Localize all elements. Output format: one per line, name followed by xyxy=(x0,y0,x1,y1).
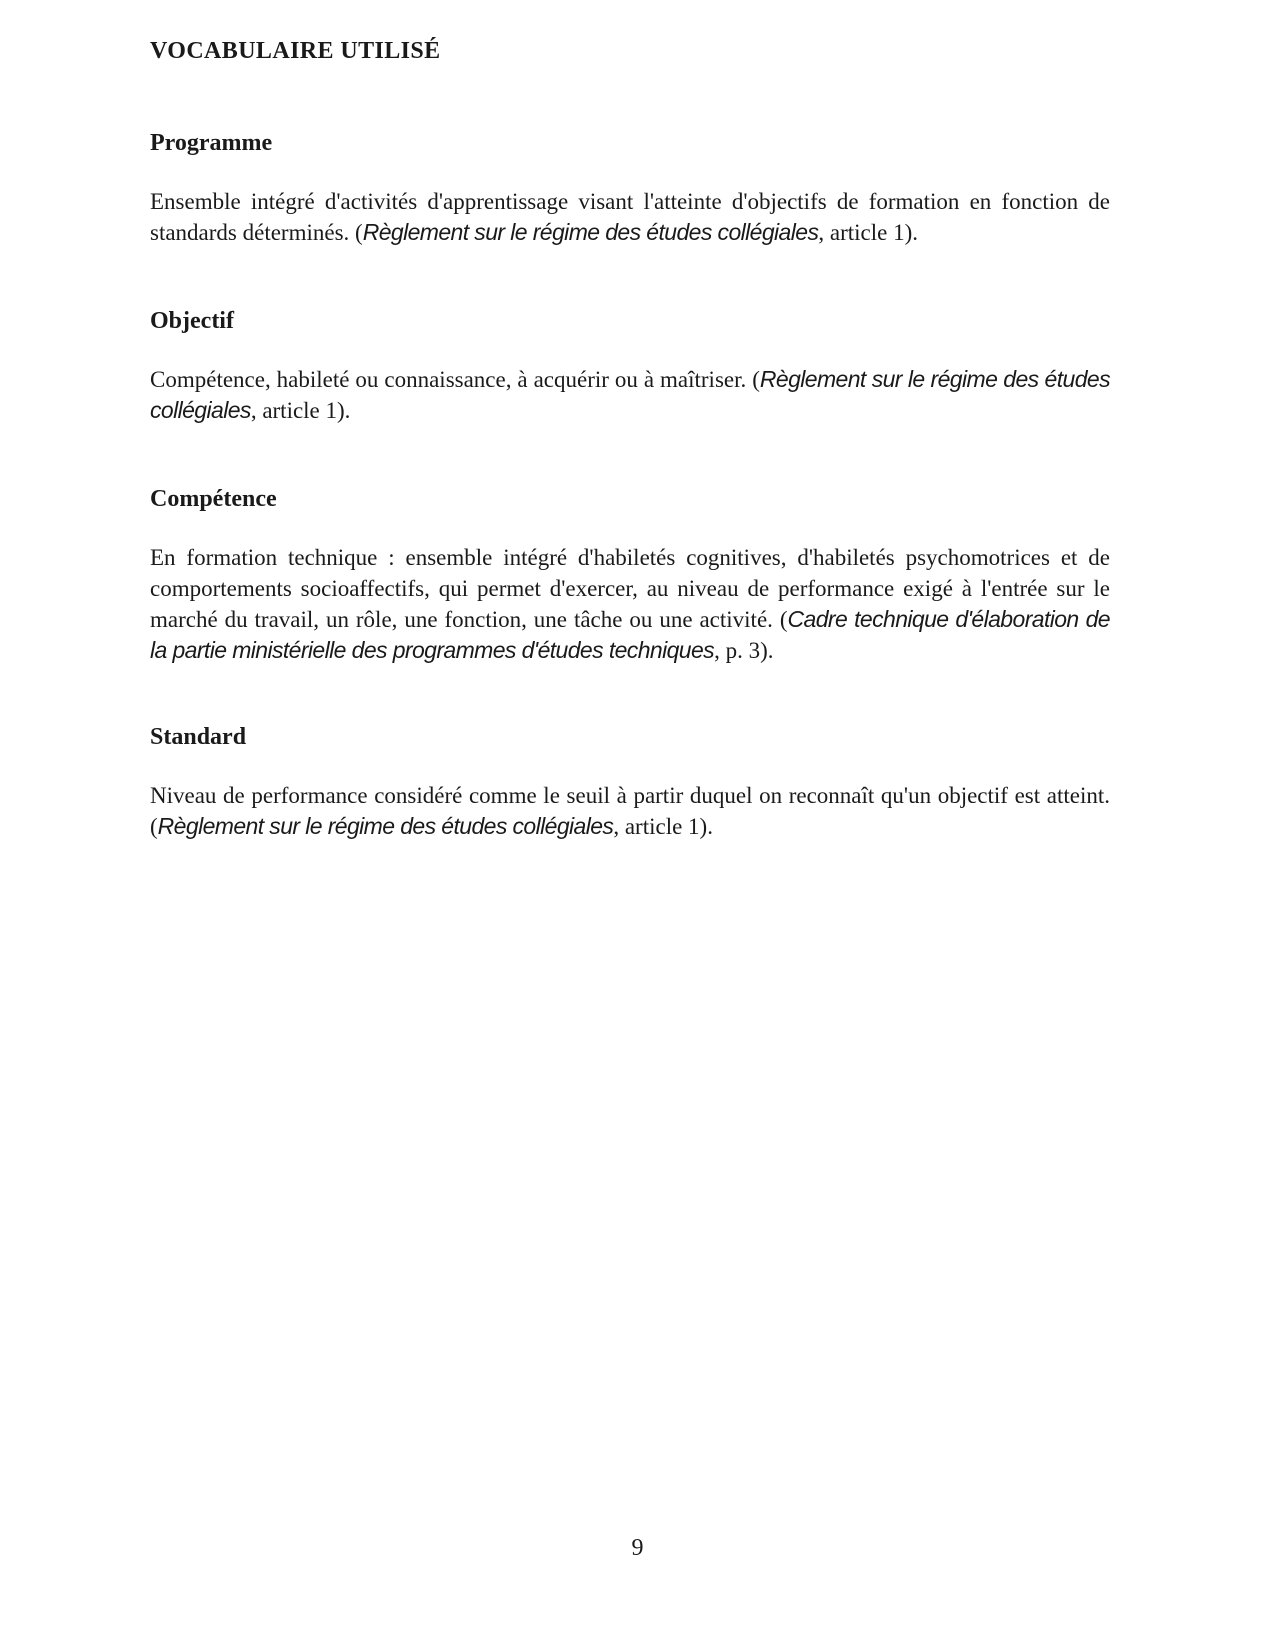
page-title: VOCABULAIRE UTILISÉ xyxy=(150,38,441,64)
definition-text: Ensemble intégré d'activités d'apprentissage visant l'atteinte d'objectifs de formation en fonction de standards déterminés. ( xyxy=(150,189,1110,245)
definition-text: En formation technique : ensemble intégré d'habiletés cognitives, d'habiletés psychomotrices et de comportements socioaffectifs, qui permet d'exercer, au niveau de performance exigé à l'entrée sur le marché du travail, un rôle, une fonction, une tâche ou une activité. ( xyxy=(150,545,1110,632)
definition-text: Niveau de performance considéré comme le seuil à partir duquel on reconnaît qu'un objectif est atteint. ( xyxy=(150,783,1110,839)
definition-text-end: , article 1). xyxy=(250,398,351,423)
entry-programme xyxy=(150,128,1110,248)
definition-text: Compétence, habileté ou connaissance, à acquérir ou à maîtriser. ( xyxy=(150,367,760,392)
page-number: 9 xyxy=(631,1535,644,1561)
entry-competence xyxy=(150,484,1110,666)
definition-text-end: , p. 3). xyxy=(714,638,774,663)
term-heading: Objectif xyxy=(150,308,234,334)
term-heading: Standard xyxy=(150,724,247,750)
definition-reference: Règlement sur le régime des études collégiales xyxy=(150,366,1110,423)
definition-reference: Règlement sur le régime des études collégiales xyxy=(362,219,819,245)
entry-objectif xyxy=(150,306,1110,426)
term-definition xyxy=(150,542,1110,666)
definition-reference: Cadre technique d'élaboration de la partie ministérielle des programmes d'études techniques xyxy=(150,606,1110,663)
term-definition xyxy=(150,780,1110,842)
term-definition xyxy=(150,364,1110,426)
definition-reference: Règlement sur le régime des études collégiales xyxy=(157,813,614,839)
definition-text-end: , article 1). xyxy=(818,220,918,245)
term-heading: Compétence xyxy=(150,486,277,512)
term-definition xyxy=(150,186,1110,248)
term-heading: Programme xyxy=(150,130,273,156)
definition-text-end: , article 1). xyxy=(613,814,713,839)
entry-standard xyxy=(150,722,1110,842)
